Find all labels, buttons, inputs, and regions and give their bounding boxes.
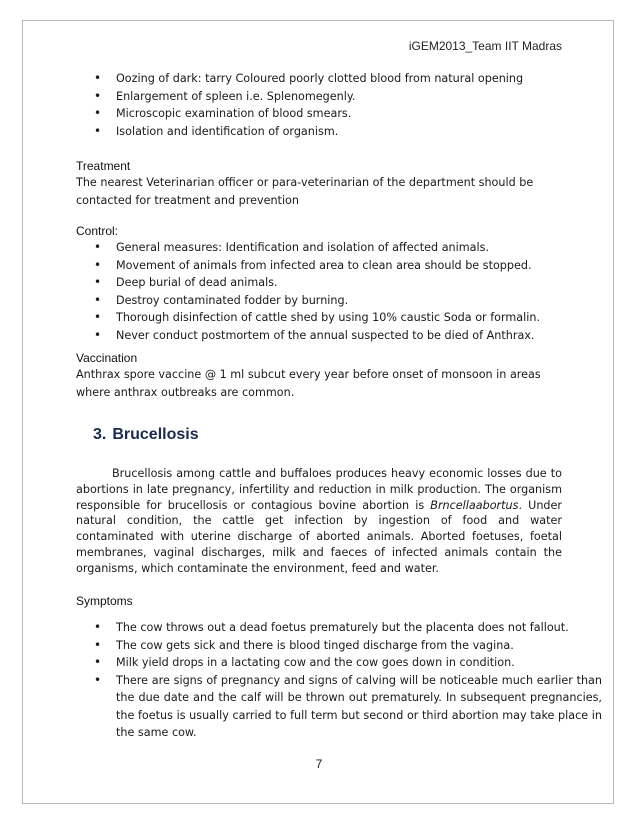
list-item: • Deep burial of dead animals. bbox=[116, 274, 602, 292]
list-item: • Movement of animals from infected area to clean area should be stopped. bbox=[116, 257, 602, 275]
list-item: • Oozing of dark: tarry Coloured poorly clotted blood from natural opening bbox=[116, 70, 602, 88]
vaccination-text: Anthrax spore vaccine @ 1 ml subcut every year before onset of monsoon in areas where anthrax outbreaks are common. bbox=[76, 368, 541, 399]
control-bullet-list bbox=[76, 239, 602, 344]
paragraph-text: Brucellosis among cattle and buffaloes produces heavy economic losses due to abortions in late pregnancy, infertility and reduction in milk production. The organism responsible for brucellosis or contagious bovine abortion is bbox=[76, 467, 562, 512]
symptoms-bullet-list bbox=[76, 619, 602, 742]
brucellosis-paragraph bbox=[76, 466, 562, 577]
page-header: iGEM2013_Team IIT Madras bbox=[408, 39, 562, 53]
section-title-text: Brucellosis bbox=[112, 426, 199, 443]
section-number: 3. bbox=[93, 426, 107, 443]
list-item: • Thorough disinfection of cattle shed by using 10% caustic Soda or formalin. bbox=[116, 309, 602, 327]
organism-name: Brncellaabortus bbox=[430, 498, 519, 512]
list-item: • Enlargement of spleen i.e. Splenomegenly. bbox=[116, 88, 602, 106]
list-item: • The cow throws out a dead foetus prematurely but the placenta does not fallout. bbox=[116, 619, 602, 637]
control-heading: Control: bbox=[76, 224, 119, 238]
list-item: • General measures: Identification and isolation of affected animals. bbox=[116, 239, 602, 257]
list-item: • Never conduct postmortem of the annual suspected to be died of Anthrax. bbox=[116, 327, 602, 345]
list-item: • There are signs of pregnancy and signs of calving will be noticeable much earlier than the due date and the calf will be thrown out prematurely. In subsequent pregnancies, the foetus is usually carried to full term but second or third abortion may take place in the same cow. bbox=[116, 672, 602, 742]
brucellosis-title bbox=[93, 426, 199, 444]
list-item: • The cow gets sick and there is blood tinged discharge from the vagina. bbox=[116, 637, 602, 655]
list-item: • Microscopic examination of blood smears. bbox=[116, 105, 602, 123]
list-item: • Isolation and identification of organism. bbox=[116, 123, 602, 141]
list-item: • Milk yield drops in a lactating cow and the cow goes down in condition. bbox=[116, 654, 602, 672]
intro-bullet-list bbox=[76, 70, 602, 140]
symptoms-heading: Symptoms bbox=[76, 594, 133, 608]
list-item: • Destroy contaminated fodder by burning. bbox=[116, 292, 602, 310]
paragraph-text: . Under natural condition, the cattle get infection by ingestion of food and water contaminated with uterine discharge of aborted animals. Aborted foetuses, foetal membranes, vaginal discharges, milk and faeces of infected animals contain the organisms, which contaminate the environment, feed and water. bbox=[76, 498, 562, 575]
treatment-heading: Treatment bbox=[76, 159, 131, 173]
vaccination-heading: Vaccination bbox=[76, 351, 138, 365]
treatment-text: The nearest Veterinarian officer or para-veterinarian of the department should be contacted for treatment and prevention bbox=[76, 176, 534, 207]
page-number: 7 bbox=[315, 757, 323, 771]
